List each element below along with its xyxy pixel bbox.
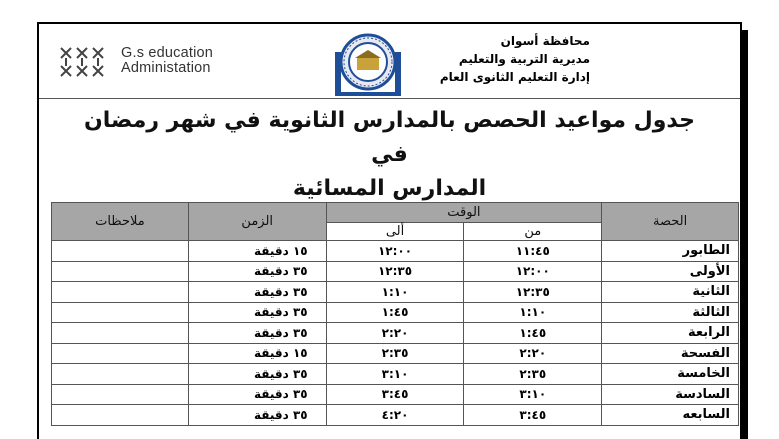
document-page bbox=[37, 22, 742, 439]
to-cell: ١٢:٣٥ bbox=[326, 261, 464, 282]
ministry-seal-icon bbox=[329, 32, 407, 98]
table-row bbox=[52, 343, 739, 364]
title-line2: المدارس المسائية bbox=[292, 176, 487, 201]
header-period: الحصة bbox=[602, 203, 739, 241]
from-cell: ٢:٢٠ bbox=[464, 343, 602, 364]
header-time: الوقت bbox=[326, 203, 602, 223]
table-row bbox=[52, 384, 739, 405]
notes-cell bbox=[52, 241, 189, 262]
header-from: من bbox=[464, 223, 602, 241]
duration-cell: ٣٥ دقيقة bbox=[188, 302, 326, 323]
page-shadow-edge bbox=[742, 30, 748, 439]
notes-cell bbox=[52, 261, 189, 282]
org-name bbox=[121, 46, 213, 76]
schedule-rows bbox=[52, 241, 739, 426]
page-title bbox=[69, 104, 710, 206]
notes-cell bbox=[52, 384, 189, 405]
from-cell: ١:١٠ bbox=[464, 302, 602, 323]
period-cell: الفسحة bbox=[602, 343, 739, 364]
duration-cell: ١٥ دقيقة bbox=[188, 343, 326, 364]
notes-cell bbox=[52, 405, 189, 426]
from-cell: ١٢:٣٥ bbox=[464, 282, 602, 303]
directorate-name: مديرية التربية والتعليم bbox=[458, 52, 590, 66]
duration-cell: ٣٥ دقيقة bbox=[188, 364, 326, 385]
header-notes: ملاحظات bbox=[52, 203, 189, 241]
notes-cell bbox=[52, 302, 189, 323]
to-cell: ٤:٢٠ bbox=[326, 405, 464, 426]
period-cell: الطابور bbox=[602, 241, 739, 262]
from-cell: ٢:٣٥ bbox=[464, 364, 602, 385]
table-row bbox=[52, 323, 739, 344]
duration-cell: ٣٥ دقيقة bbox=[188, 323, 326, 344]
from-cell: ٣:٤٥ bbox=[464, 405, 602, 426]
header-divider bbox=[39, 98, 740, 99]
to-cell: ٢:٢٠ bbox=[326, 323, 464, 344]
from-cell: ١١:٤٥ bbox=[464, 241, 602, 262]
duration-cell: ٣٥ دقيقة bbox=[188, 405, 326, 426]
title-line1: جدول مواعيد الحصص بالمدارس الثانوية في شهر رمضان في bbox=[84, 108, 695, 167]
from-cell: ٣:١٠ bbox=[464, 384, 602, 405]
duration-cell: ٣٥ دقيقة bbox=[188, 282, 326, 303]
period-cell: الثالثة bbox=[602, 302, 739, 323]
to-cell: ١:١٠ bbox=[326, 282, 464, 303]
governorate-name: محافظة أسوان bbox=[500, 34, 590, 48]
table-row bbox=[52, 282, 739, 303]
period-cell: الخامسة bbox=[602, 364, 739, 385]
org-name-line1: G.s education bbox=[121, 45, 214, 61]
table-row bbox=[52, 364, 739, 385]
period-cell: السابعه bbox=[602, 405, 739, 426]
notes-cell bbox=[52, 282, 189, 303]
table-row bbox=[52, 241, 739, 262]
duration-cell: ٣٥ دقيقة bbox=[188, 384, 326, 405]
period-cell: الثانية bbox=[602, 282, 739, 303]
period-cell: الرابعة bbox=[602, 323, 739, 344]
to-cell: ٣:٤٥ bbox=[326, 384, 464, 405]
to-cell: ٢:٣٥ bbox=[326, 343, 464, 364]
notes-cell bbox=[52, 343, 189, 364]
from-cell: ١٢:٠٠ bbox=[464, 261, 602, 282]
administration-name: إدارة التعليم الثانوى العام bbox=[439, 70, 590, 84]
schedule-table bbox=[51, 202, 739, 426]
notes-cell bbox=[52, 323, 189, 344]
header-duration: الزمن bbox=[188, 203, 326, 241]
period-cell: الأولى bbox=[602, 261, 739, 282]
org-name-line2: Administation bbox=[121, 60, 211, 76]
table-row bbox=[52, 405, 739, 426]
header-to: ألى bbox=[326, 223, 464, 241]
to-cell: ١٢:٠٠ bbox=[326, 241, 464, 262]
table-row bbox=[52, 302, 739, 323]
period-cell: السادسة bbox=[602, 384, 739, 405]
duration-cell: ١٥ دقيقة bbox=[188, 241, 326, 262]
notes-cell bbox=[52, 364, 189, 385]
from-cell: ١:٤٥ bbox=[464, 323, 602, 344]
table-row bbox=[52, 261, 739, 282]
to-cell: ١:٤٥ bbox=[326, 302, 464, 323]
to-cell: ٣:١٠ bbox=[326, 364, 464, 385]
org-logo-icon bbox=[57, 44, 109, 84]
governorate-block bbox=[440, 32, 590, 86]
duration-cell: ٣٥ دقيقة bbox=[188, 261, 326, 282]
